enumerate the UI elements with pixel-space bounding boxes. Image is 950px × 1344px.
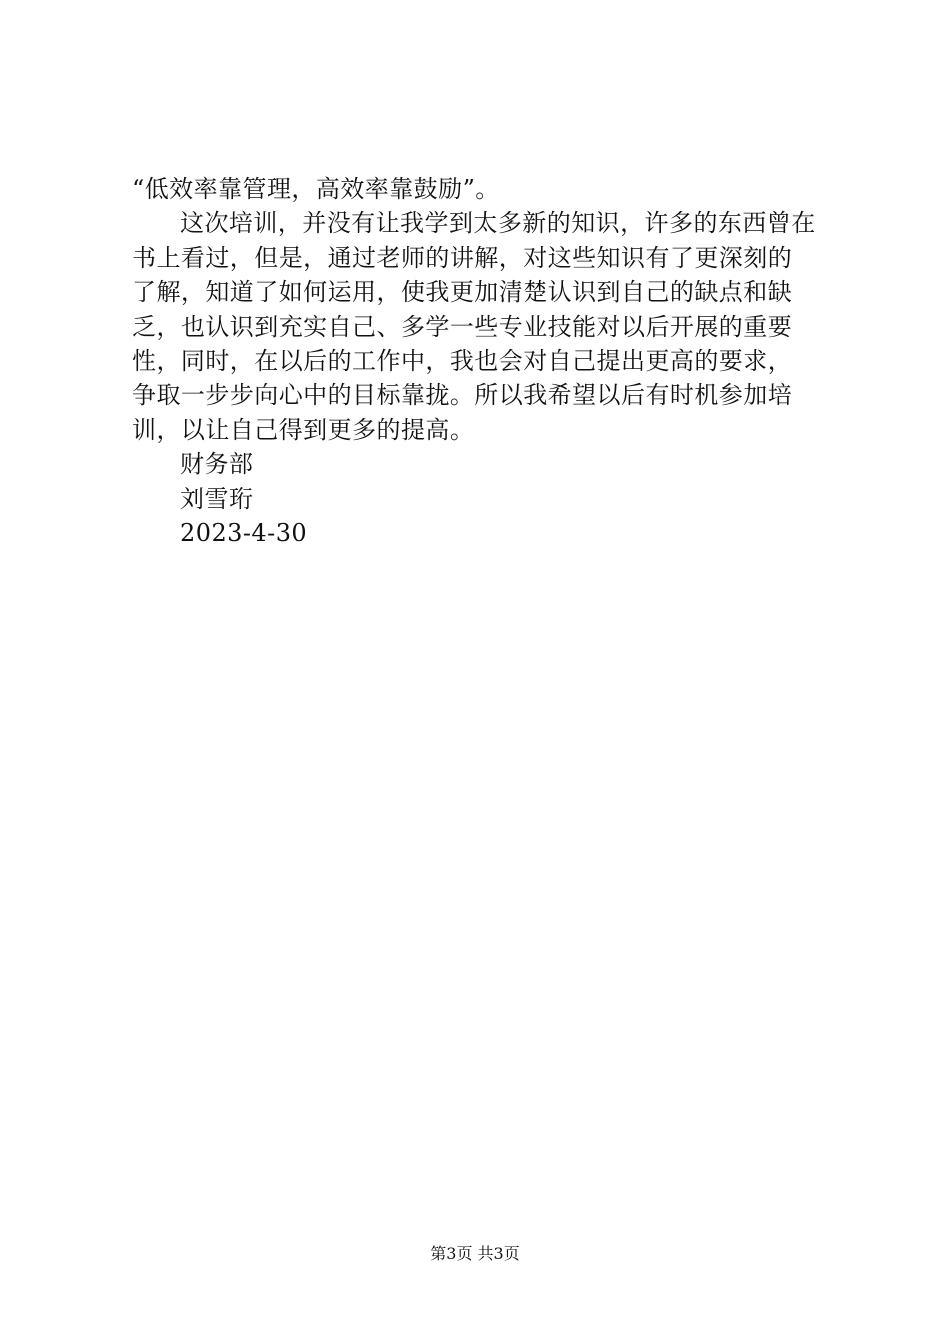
- document-body: [132, 172, 842, 550]
- text-line: 性，同时，在以后的工作中，我也会对自己提出更高的要求，: [132, 346, 793, 375]
- signature-name: 刘雪珩: [180, 484, 254, 513]
- text-line: “低效率靠管理，高效率靠鼓励”。: [132, 175, 500, 203]
- text-line: 乏，也认识到充实自己、多学一些专业技能对以后开展的重要: [132, 312, 793, 341]
- text-line: 训，以让自己得到更多的提高。: [132, 415, 475, 444]
- text-line: 了解，知道了如何运用，使我更加清楚认识到自己的缺点和缺: [132, 278, 793, 307]
- text-line: 争取一步步向心中的目标靠拢。所以我希望以后有时机参加培: [132, 381, 793, 410]
- signature-department: 财务部: [180, 450, 254, 479]
- paragraph-first-line: 这次培训，并没有让我学到太多新的知识，许多的东西曾在: [180, 209, 816, 238]
- signature-date: 2023-4-30: [180, 518, 308, 547]
- page-footer: 第3页 共3页: [430, 1244, 520, 1263]
- text-line: 书上看过，但是，通过老师的讲解，对这些知识有了更深刻的: [132, 243, 793, 272]
